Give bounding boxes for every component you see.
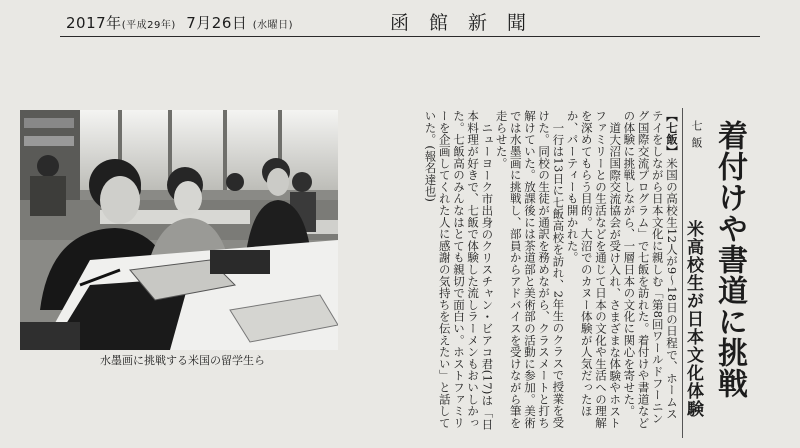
article-paragraph xyxy=(423,110,494,430)
paragraph-3: 一行は13日に七飯高校を訪れ、2年生のクラスで授業を受けた。同校の生徒が通訳を務めながら、クラスメートと打ち解けていた。放課後には茶道部と美術部の活動に参加。美術では水墨画に挑戦し、部員からアドバイスを受けながら筆を走らせた。 xyxy=(494,110,566,429)
issue-month-day: 7月26日 xyxy=(186,14,248,32)
article-paragraph xyxy=(622,110,679,430)
photo-caption: 水墨画に挑戦する米国の留学生ら xyxy=(100,354,265,367)
paragraph-2: 道大沼国際交流協会が受け入れ、さまざまな体験やホストファミリーとの生活などを通じて日本の文化や生活への理解を深めてもらう目的。大沼でのカヌー体験が人気だったほか、パーティーも開かれた。 xyxy=(565,110,623,429)
masthead-rule xyxy=(60,36,760,37)
article-photo xyxy=(20,110,338,350)
issue-year: 2017年 xyxy=(66,14,122,32)
paper-name: 函館新聞 xyxy=(390,12,547,34)
article-paragraph xyxy=(494,110,565,430)
issue-date xyxy=(66,12,293,33)
article-place: 七飯 xyxy=(690,120,703,154)
paragraph-1: 米国の高校生12人が9～18日の日程で、ホームステイをしながら日本文化に親しむ「第8回ワールドフーニング国際交流プログラム」で七飯を訪れた。着付けや書道などの体験に挑戦しながら、一層日本の文化に関心を寄せた。 xyxy=(622,110,679,429)
issue-era: (平成29年) xyxy=(121,20,176,31)
classroom-photo-image xyxy=(20,110,338,350)
article-subhead: 米高校生が日本文化体験 xyxy=(683,220,703,418)
article-headline: 着付けや書道に挑戦 xyxy=(712,120,747,399)
issue-weekday: (水曜日) xyxy=(252,20,293,31)
article-body xyxy=(342,110,679,430)
paragraph-4: ニューヨーク市出身のクリスチャン・ビアコ君(17)は「日本料理が好きで、七飯で体験した流しラーメンもおいしかった。七飯高のみんなはとても親切で面白い。ホストファミリーを企画してくれた人に感謝の気持ちを伝えたい」と話していた。(報名達也) xyxy=(423,110,495,430)
masthead xyxy=(60,6,760,36)
article-paragraph xyxy=(565,110,622,430)
article-tag: 【七飯】 xyxy=(665,110,679,158)
